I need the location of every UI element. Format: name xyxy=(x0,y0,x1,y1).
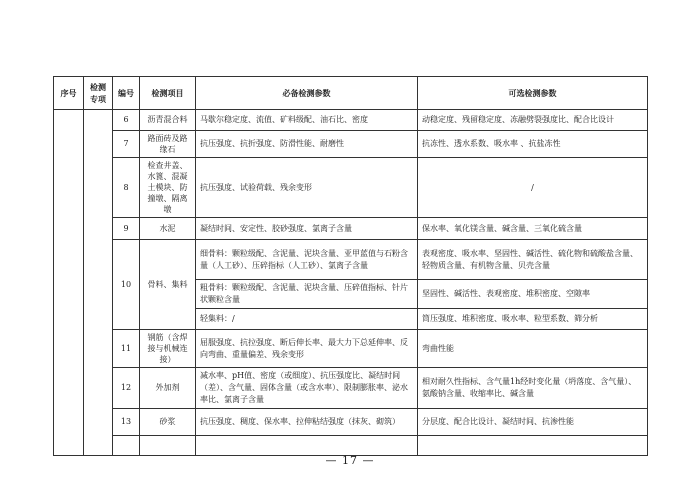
row-required: 屈服强度、抗拉强度、断后伸长率、最大力下总延伸率、反向弯曲、重量偏差、残余变形 xyxy=(196,330,418,368)
table-row xyxy=(54,330,648,368)
header-item: 检测项目 xyxy=(140,77,196,110)
row-item: 路面砖及路缘石 xyxy=(140,131,196,158)
header-required: 必备检测参数 xyxy=(196,77,418,110)
table-header-row xyxy=(54,77,648,110)
row-required: 抗压强度、试验荷载、残余变形 xyxy=(196,158,418,218)
category-cell xyxy=(84,110,113,456)
table-row xyxy=(54,368,648,409)
table-row xyxy=(54,436,648,456)
blank-cell xyxy=(196,436,418,456)
header-optional: 可选检测参数 xyxy=(418,77,648,110)
row-no: 6 xyxy=(113,110,140,131)
row-item: 外加剂 xyxy=(140,368,196,409)
row-no: 10 xyxy=(113,240,140,330)
row-required: 抗压强度、稠度、保水率、拉伸粘结强度（抹灰、砌筑） xyxy=(196,409,418,436)
row-optional: 抗冻性、透水系数、吸水率 、抗盐冻性 xyxy=(418,131,648,158)
seq-cell xyxy=(54,110,84,456)
row-required: 凝结时间、安定性、胶砂强度、氯离子含量 xyxy=(196,218,418,240)
row-no: 8 xyxy=(113,158,140,218)
blank-cell xyxy=(140,436,196,456)
page-number: — 17 — xyxy=(325,454,375,467)
coarse-aggregate-optional: 坚固性、碱活性、表观密度、堆积密度、空隙率 xyxy=(418,280,648,309)
blank-cell xyxy=(418,436,648,456)
row-item: 骨料、集料 xyxy=(140,240,196,330)
blank-cell xyxy=(113,436,140,456)
row-required: 马歇尔稳定度、流值、矿料级配、油石比、密度 xyxy=(196,110,418,131)
row-optional: 保水率、氧化镁含量、碱含量、三氧化硫含量 xyxy=(418,218,648,240)
row-required: 抗压强度、抗折强度、防滑性能、耐磨性 xyxy=(196,131,418,158)
coarse-aggregate-required: 粗骨料：颗粒级配、含泥量、泥块含量、压碎值指标、针片状颗粒含量 xyxy=(196,280,418,309)
row-no: 11 xyxy=(113,330,140,368)
light-aggregate-required: 轻集料：/ xyxy=(196,309,418,330)
row-item: 钢筋（含焊接与机械连接） xyxy=(140,330,196,368)
header-category: 检测专项 xyxy=(84,77,113,110)
row-item: 沥青混合料 xyxy=(140,110,196,131)
row-optional: 相对耐久性指标、含气量1h经时变化量（坍落度、含气量）、氨酸钠含量、收缩率比、碱含量 xyxy=(418,368,648,409)
row-required: 减水率、pH值、密度（或细度）、抗压强度比、凝结时间（差）、含气量、固体含量（或含水率）、限制膨胀率、泌水率比、氯离子含量 xyxy=(196,368,418,409)
table-row xyxy=(54,218,648,240)
row-no: 12 xyxy=(113,368,140,409)
table-row xyxy=(54,110,648,131)
row-no: 13 xyxy=(113,409,140,436)
header-seq: 序号 xyxy=(54,77,84,110)
row-optional: 分层度、配合比设计、凝结时间、抗渗性能 xyxy=(418,409,648,436)
table-row xyxy=(54,131,648,158)
header-no: 编号 xyxy=(113,77,140,110)
row-no: 9 xyxy=(113,218,140,240)
inspection-parameters-table xyxy=(53,76,648,456)
row-optional: 动稳定度、残留稳定度、冻融劈裂强度比、配合比设计 xyxy=(418,110,648,131)
row-item: 砂浆 xyxy=(140,409,196,436)
row-optional: 弯曲性能 xyxy=(418,330,648,368)
row-item: 检查井盖、水篦、混凝土模块、防撞墩、隔离墩 xyxy=(140,158,196,218)
table-row xyxy=(54,240,648,280)
fine-aggregate-required: 细骨料：颗粒级配、含泥量、泥块含量、亚甲蓝值与石粉含量（人工砂）、压碎指标（人工砂）、氯离子含量 xyxy=(196,240,418,280)
light-aggregate-optional: 筒压强度、堆积密度、吸水率、粒型系数、筛分析 xyxy=(418,309,648,330)
row-optional: / xyxy=(418,158,648,218)
table-row xyxy=(54,158,648,218)
fine-aggregate-optional: 表观密度、吸水率、坚固性、碱活性、硫化物和硫酸盐含量、轻物质含量、有机物含量、贝壳含量 xyxy=(418,240,648,280)
row-item: 水泥 xyxy=(140,218,196,240)
table-row xyxy=(54,409,648,436)
row-no: 7 xyxy=(113,131,140,158)
